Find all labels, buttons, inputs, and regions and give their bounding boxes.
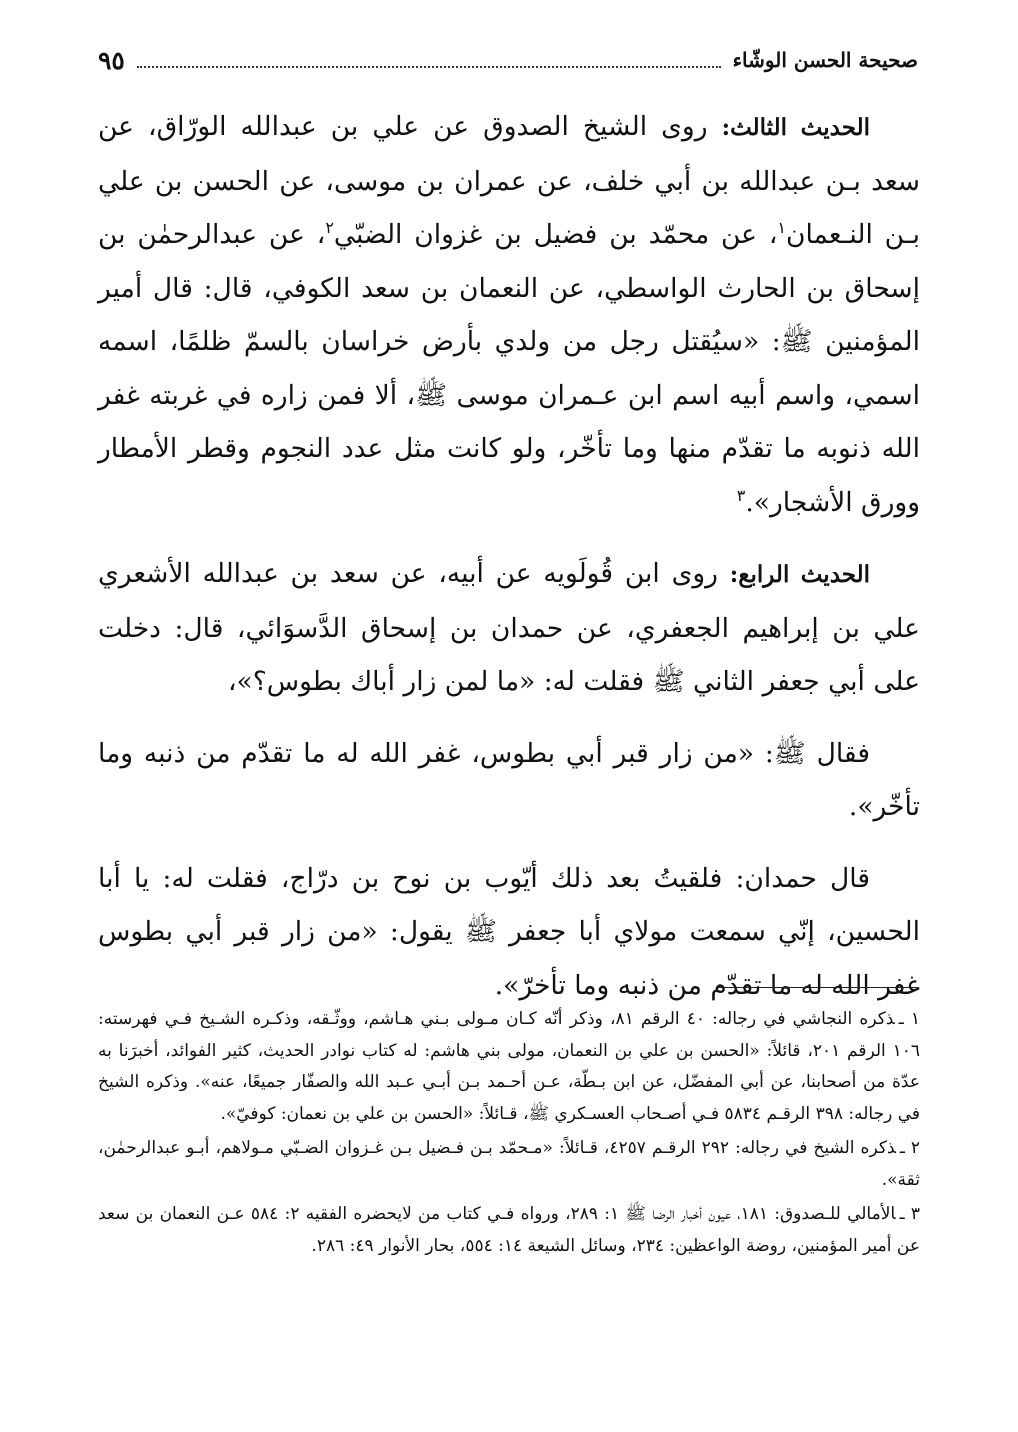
footnote-1 bbox=[98, 1004, 920, 1130]
hadith-4-paragraph bbox=[98, 547, 920, 709]
footnotes bbox=[98, 1004, 920, 1262]
footnote-2-text: ذكره الشيخ في رجاله: ٢٩٢ الرقـم ٤٢٥٧، قـائلاً: «مـحمّد بـن فـضيل بـن غـزوان الضـبّي مـولاهم، أبـو عبدالرحمٰن، ثقة». bbox=[98, 1138, 920, 1190]
leader-dots bbox=[137, 65, 721, 68]
hadith-3-text-a: روى الشيخ الصدوق عن علي بن عبدالله الورّاق، عن سعد بـن عبدالله بن أبي خلف، عن عمران بن موسى، عن الحسن بن علي بـن النـعمان bbox=[98, 111, 920, 250]
hamdan-paragraph: قال حمدان: فلقيتُ بعد ذلك أيّوب بن نوح بن درّاج، فقلت له: يا أبا الحسين، إنّي سمعت مولاي أبا جعفر ﷺ يقول: «من زار قبر أبي بطوس غفر الله له ما تقدّم من ذنبه وما تأخرّ». bbox=[98, 862, 920, 1001]
faqal-paragraph: فقال ﷺ: «من زار قبر أبي بطوس، غفر الله له ما تقدّم من ذنبه وما تأخّر». bbox=[98, 737, 920, 822]
footnote-ref-3[interactable]: ٣ bbox=[736, 485, 746, 505]
footnote-ref-1[interactable]: ١ bbox=[777, 218, 786, 238]
running-head: صحيحة الحسن الوشّاء bbox=[732, 48, 918, 72]
footnote-3-mark: ٣ ـ bbox=[899, 1204, 920, 1224]
hadith-3-text-c: ، عن عبدالرحمٰن بن إسحاق بن الحارث الواسطي، عن النعمان بن سعد الكوفي، قال: قال أمير المؤمنين ﷺ: «سيُقتل رجل من ولدي بأرض خراسان بالسمّ ظلمًا، اسمه اسمي، واسم أبيه اسم ابن عـمران موسى ﷺ، ألا فمن زاره في غربته غفر الله ذنوبه ما تقدّم منها وما تأخّر، ولو كانت مثل عدد النجوم وقطر الأمطار وورق الأشجار». bbox=[98, 219, 920, 518]
hadith-4-text: روى ابن قُولَويه عن أبيه، عن سعد بن عبدالله الأشعري علي بن إبراهيم الجعفري، عن حمدان بن إسحاق الدَّسوَائي، قال: دخلت على أبي جعفر الثاني ﷺ فقلت له: «ما لمن زار أباك بطوس؟»، bbox=[98, 558, 920, 697]
hadith-3-label: الحديث الثالث: bbox=[721, 114, 870, 141]
main-text bbox=[98, 100, 920, 1012]
hadith-4-label: الحديث الرابع: bbox=[729, 561, 871, 588]
page-header bbox=[98, 40, 918, 80]
footnote-1-mark: ١ ـ bbox=[898, 1009, 920, 1029]
footnote-ref-2[interactable]: ٢ bbox=[325, 218, 334, 238]
hadith-3-paragraph bbox=[98, 100, 920, 529]
footnote-2-mark: ٢ ـ bbox=[899, 1138, 921, 1158]
footnote-1-text: ذكره النجاشي في رجاله: ٤٠ الرقم ٨١، وذكر أنّه كـان مـولى بـني هـاشم، ووثّـقه، وذكـره الشـيخ فـي فهرسته: ١٠٦ الرقم ٢٠١، قائلاً: «الحسن بن علي بن النعمان، مولى بني هاشم: له كتاب نوادر الحديث، كثير الفوائد، أخبرَنا به عدّة من أصحابنا، عن أبي المفضّل، عن ابن بـطّة، عـن أحـمد بـن أبـي عـبد الله والصفّار جميعًا، عنه». وذكره الشيخ في رجاله: ٣٩٨ الرقـم ٥٨٣٤ فـي أصـحاب العسـكري ﷺ، قـائلاً: «الحسن بن علي بن نعمان: كوفيّ». bbox=[98, 1009, 920, 1124]
footnote-3-text: الأمالي للـصدوق: ١٨١، عيون أخبار الرضا ﷺ ١: ٢٨٩، ورواه فـي كتاب من لايحضره الفقيه ٢: ٥٨٤ عـن النعمان بن سعد عن أمير المؤمنين، روضة الواعظين: ٢٣٤، وسائل الشيعة ١٤: ٥٥٤، بحار الأنوار ٤٩: ٢٨٦. bbox=[98, 1204, 920, 1256]
footnote-divider bbox=[718, 987, 918, 988]
page-number: ٩٥ bbox=[98, 45, 125, 75]
hadith-3-text-b: ، عن محمّد بن فضيل بن غزوان الضبّي bbox=[333, 219, 778, 250]
footnote-3 bbox=[98, 1199, 920, 1262]
footnote-2 bbox=[98, 1133, 920, 1196]
